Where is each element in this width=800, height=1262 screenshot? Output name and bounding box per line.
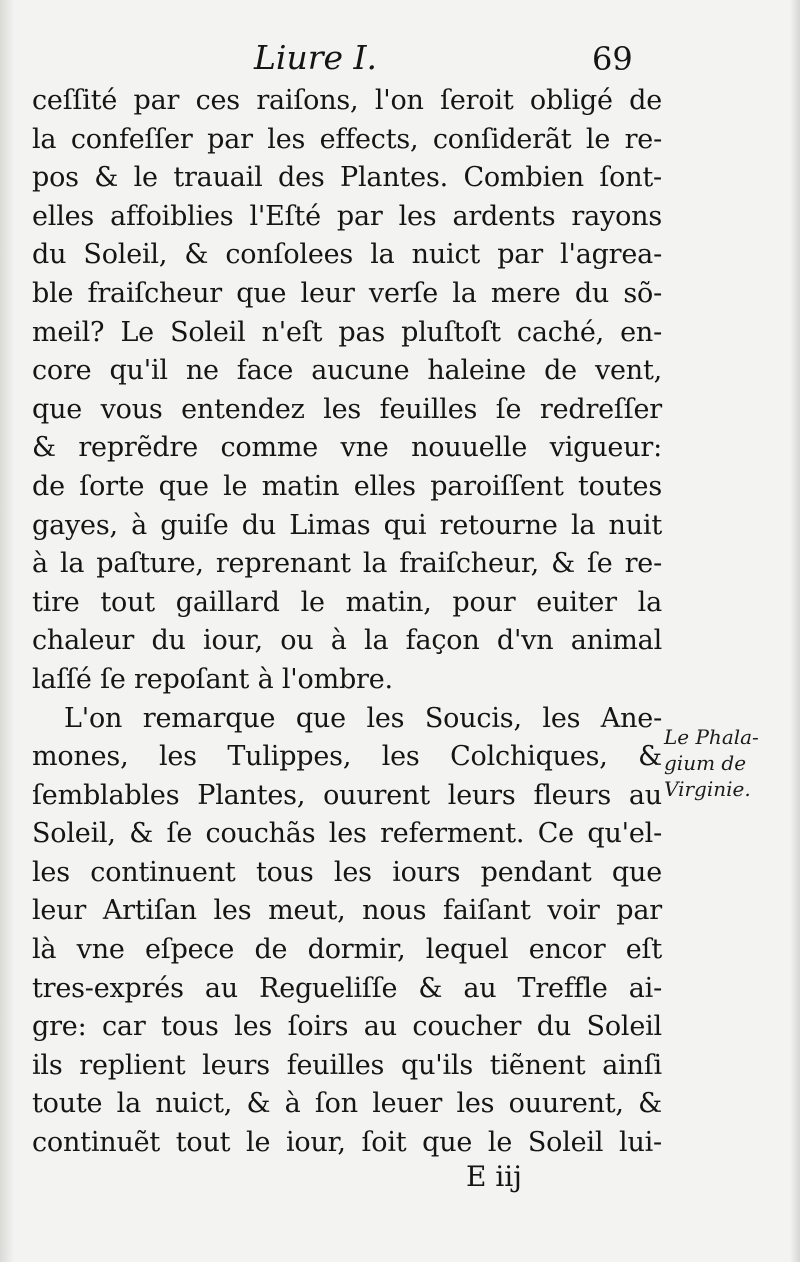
text-line: pos & le trauail des Plantes. Combien ſont- [32, 162, 662, 194]
page-number: 69 [592, 40, 633, 78]
text-line: tire tout gaillard le matin, pour euiter la [32, 586, 662, 618]
marginal-note-line: Le Phala- [664, 725, 759, 749]
text-line: la confeſſer par les effects, conſiderãt le re- [32, 123, 662, 155]
marginal-note-line: gium de [664, 751, 747, 775]
text-line: ble fraiſcheur que leur verſe la mere du sõ- [32, 277, 662, 309]
text-line: chaleur du iour, ou à la façon d'vn animal [32, 625, 662, 657]
text-line: core qu'il ne face aucune haleine de vent, [32, 355, 662, 387]
marginal-note [664, 724, 794, 802]
text-line: toute la nuict, & à ſon leuer les ouurent, & [32, 1088, 662, 1120]
signature-mark: E iij [466, 1160, 522, 1193]
marginal-note-line: Virginie. [664, 777, 751, 801]
text-line: tres-exprés au Regueliſſe & au Treffle ai- [32, 972, 662, 1004]
text-line: gre: car tous les ſoirs au coucher du Soleil [32, 1011, 662, 1043]
running-head [0, 38, 800, 88]
text-line: meil? Le Soleil n'eſt pas pluſtoſt caché, en- [32, 316, 662, 348]
body-text [32, 82, 662, 1163]
text-line: gayes, à guiſe du Limas qui retourne la nuit [32, 509, 662, 541]
text-line: ceſſité par ces raiſons, l'on ſeroit obligé de [32, 85, 662, 116]
scan-shadow-left [0, 0, 14, 1262]
text-line: de ſorte que le matin elles paroiſſent toutes [32, 470, 662, 502]
text-line: mones, les Tulippes, les Colchiques, & [32, 741, 662, 773]
text-line: ſemblables Plantes, ouurent leurs fleurs au [32, 779, 662, 811]
scan-shadow-right [790, 0, 800, 1262]
text-line: & reprẽdre comme vne nouuelle vigueur: [32, 432, 662, 464]
text-line: les continuent tous les iours pendant que [32, 856, 662, 888]
text-line: à la paſture, reprenant la fraiſcheur, & ſe re- [32, 548, 662, 580]
text-line: leur Artiſan les meut, nous faiſant voir par [32, 895, 662, 927]
text-line: du Soleil, & conſolees la nuict par l'agrea- [32, 239, 662, 271]
text-line: que vous entendez les feuilles ſe redreſſer [32, 393, 662, 425]
text-line: L'on remarque que les Soucis, les Ane- [64, 702, 662, 734]
text-line: ils replient leurs feuilles qu'ils tiẽnent ainſi [32, 1049, 662, 1081]
text-line: laſſé ſe repoſant à l'ombre. [32, 663, 393, 695]
text-line: continuẽt tout le iour, ſoit que le Soleil lui- [32, 1127, 662, 1159]
text-line: là vne eſpece de dormir, lequel encor eſt [32, 934, 662, 966]
text-line: Soleil, & ſe couchãs les referment. Ce qu'el- [32, 818, 662, 850]
running-title: Liure I. [254, 38, 378, 77]
text-line: elles affoiblies l'Eſté par les ardents rayons [32, 200, 662, 232]
